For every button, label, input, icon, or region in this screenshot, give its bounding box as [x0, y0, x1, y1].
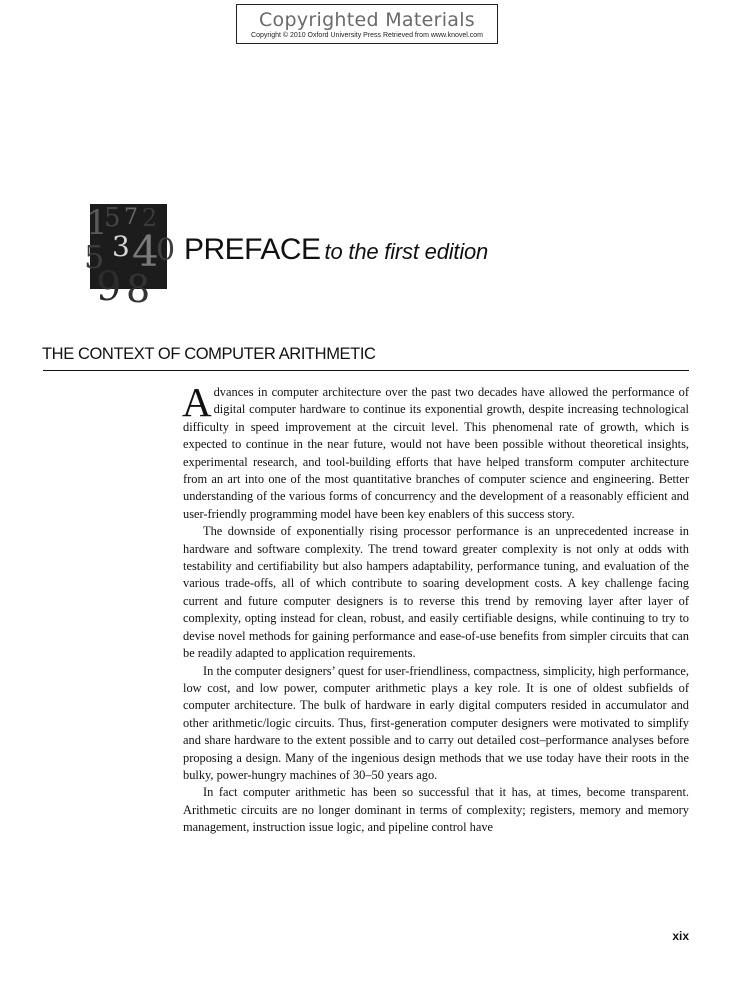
svg-text:9: 9	[96, 264, 122, 310]
body-text	[182, 379, 689, 837]
drop-cap: A	[182, 379, 212, 425]
svg-text:3: 3	[112, 230, 130, 263]
chapter-title-subtitle: to the first edition	[324, 239, 489, 264]
stamp-subtitle: Copyright © 2010 Oxford University Press Retrieved from www.knovel.com	[251, 32, 483, 39]
chapter-title	[184, 233, 488, 267]
section-heading: THE CONTEXT OF COMPUTER ARITHMETIC	[42, 345, 376, 363]
svg-text:5: 5	[104, 203, 121, 233]
paragraph-1	[182, 379, 689, 523]
svg-text:0: 0	[156, 233, 176, 268]
copyright-stamp	[236, 4, 498, 44]
paragraph-2: The downside of exponentially rising processor performance is an unprecedented increase in hardware and software complexity. The trend toward greater complexity is not only at odds with testability and certifiability but also hampers adaptability, performance tuning, and evaluation of the various trade-offs, all of which contribute to soaring development costs. A key challenge facing current and future computer designers is to reverse this trend by removing layer after layer of complexity, opting instead for clean, robust, and easily certifiable designs, while continuing to try to devise novel methods for gaining performance and ease-of-use benefits from simpler circuits that can be readily adapted to application requirements.	[183, 524, 689, 661]
svg-text:7: 7	[124, 205, 138, 230]
svg-text:5: 5	[84, 238, 105, 276]
svg-text:8: 8	[126, 267, 151, 311]
stamp-title: Copyrighted Materials	[258, 9, 475, 31]
numeral-collage-icon	[84, 203, 176, 311]
paragraph-1-text: dvances in computer architecture over the past two decades have allowed the performance of digital computer hardware to continue its exponential growth, despite increasing technological difficulty in speed improvement at the circuit level. This phenomenal rate of growth, which is expected to continue in the near future, would not have been possible without theoretical insights, experimental research, and tool-building efforts that have helped transform computer architecture from an art into one of the most quantitative branches of computer science and engineering. Better understanding of the various forms of concurrency and the development of a reasonably efficient and user-friendly programming model have been key enablers of this success story.	[183, 385, 689, 521]
chapter-title-main: PREFACE	[184, 233, 321, 266]
paragraph-3: In the computer designers’ quest for user-friendliness, compactness, simplicity, high performance, low cost, and low power, computer arithmetic plays a key role. It is one of oldest subfields of computer architecture. The bulk of hardware in early digital computers resided in accumulator and other arithmetic/logic circuits. Thus, first-generation computer designers were motivated to simplify and share hardware to the extent possible and to carry out detailed cost–performance analyses before proposing a design. Many of the ingenious design methods that we use today have their roots in the bulky, power-hungry machines of 30–50 years ago.	[183, 663, 689, 782]
svg-text:1: 1	[86, 203, 108, 243]
page-number: xix	[672, 929, 689, 943]
section-rule	[43, 370, 689, 371]
paragraph-4: In fact computer arithmetic has been so successful that it has, at times, become transparent. Arithmetic circuits are no longer dominant in terms of complexity; registers, memory and memory management, instruction issue logic, and pipeline control have	[183, 785, 689, 835]
svg-text:4: 4	[132, 227, 159, 276]
svg-text:2: 2	[142, 204, 158, 232]
